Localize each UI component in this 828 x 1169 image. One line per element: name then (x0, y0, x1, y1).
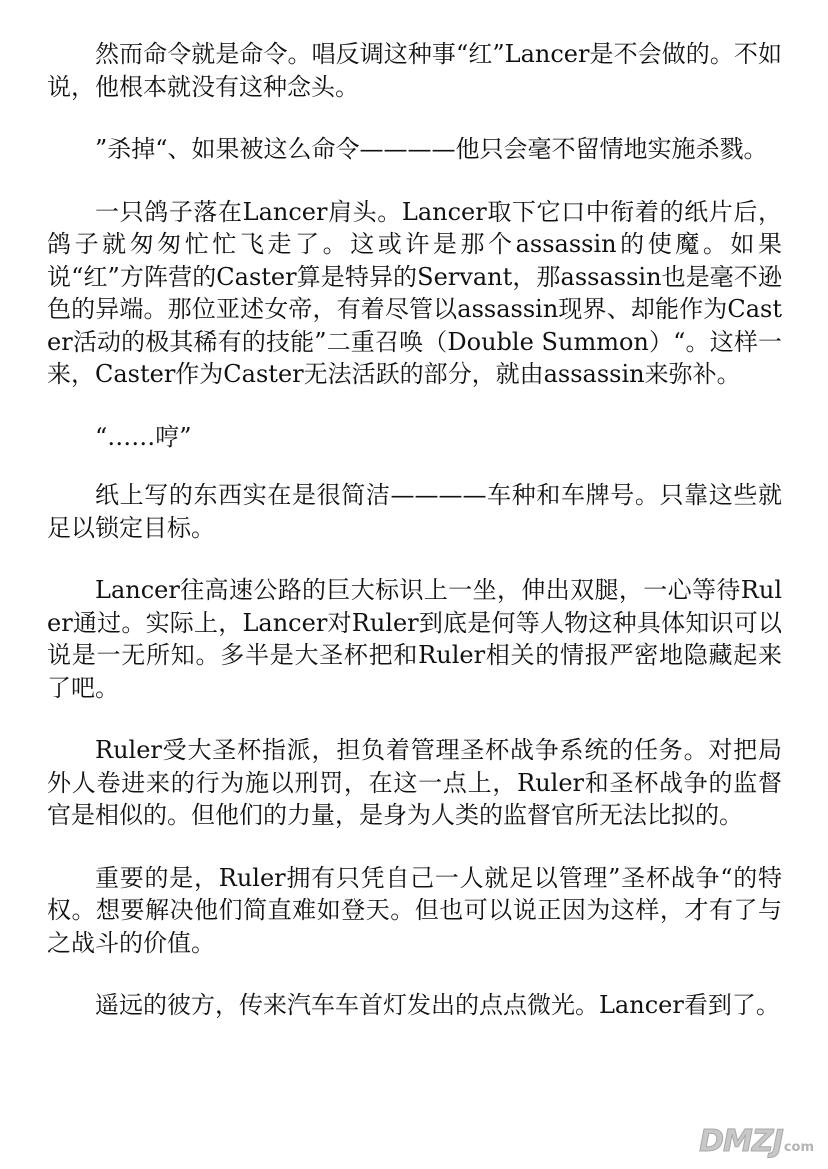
watermark-logo: DMZJ (699, 1124, 783, 1159)
document-page (47, 38, 782, 1052)
site-watermark (699, 1124, 814, 1159)
paragraph: 纸上写的东西实在是很简洁————车种和车牌号。只靠这些就足以锁定目标。 (47, 481, 782, 542)
paragraph: 重要的是，Ruler拥有只凭自己一人就足以管理”圣杯战争“的特权。想要解决他们简直难如登天。但也可以说正因为这样，才有了与之战斗的价值。 (47, 863, 782, 957)
paragraph: 遥远的彼方，传来汽车车首灯发出的点点微光。Lancer看到了。 (95, 991, 780, 1019)
paragraph: ”杀掉“、如果被这么命令————他只会毫不留情地实施杀戮。 (95, 135, 768, 163)
paragraph: Ruler受大圣杯指派，担负着管理圣杯战争系统的任务。对把局外人卷进来的行为施以刑罚，在这一点上，Ruler和圣杯战争的监督官是相似的。但他们的力量，是身为人类的监督官所无法比拟的。 (47, 736, 782, 829)
paragraph: 然而命令就是命令。唱反调这种事“红”Lancer是不会做的。不如说，他根本就没有这种念头。 (47, 40, 782, 101)
paragraph: Lancer往高速公路的巨大标识上一坐，伸出双腿，一心等待Ruler通过。实际上，Lancer对Ruler到底是何等人物这种具体知识可以说是一无所知。多半是大圣杯把和Ruler相关的情报严密地隐藏起来了吧。 (47, 576, 782, 702)
watermark-suffix: com (783, 1140, 814, 1155)
paragraph: “……哼” (95, 422, 192, 451)
paragraph: 一只鸽子落在Lancer肩头。Lancer取下它口中衔着的纸片后，鸽子就匆匆忙忙飞走了。这或许是那个assassin的使魔。如果说“红”方阵营的Caster算是特异的Servant，那assassin也是毫不逊色的异端。那位亚述女帝，有着尽管以assassin现界、却能作为Caster活动的极其稀有的技能”二重召唤（Double Summon）“。这样一来，Caster作为Caster无法活跃的部分，就由assassin来弥补。 (47, 197, 782, 388)
